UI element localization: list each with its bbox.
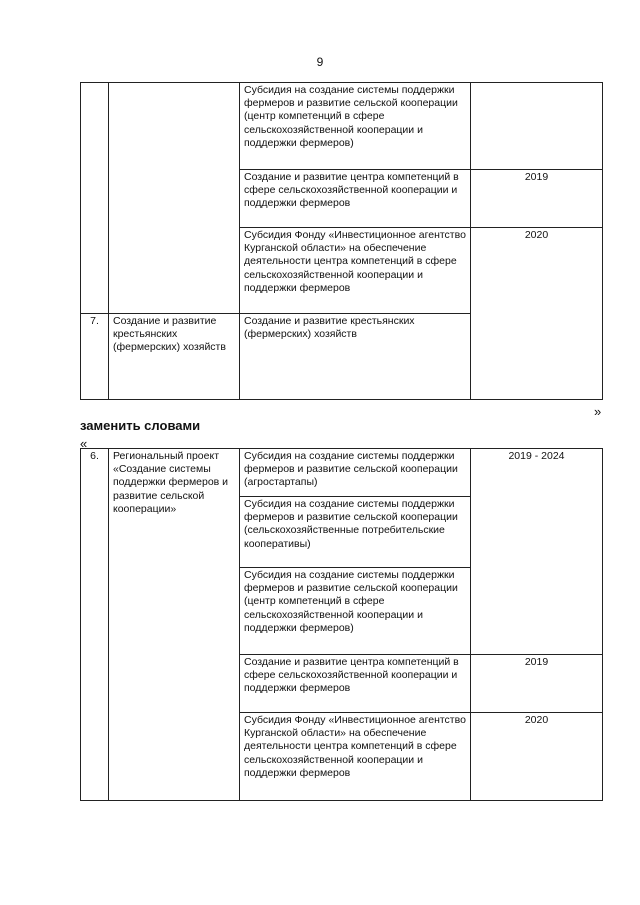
page-number: 9 — [316, 55, 324, 69]
opening-quote: « — [80, 436, 88, 451]
description-cell: Субсидия на создание системы поддержки фермеров и развитие сельской кооперации (сельскохозяйственные потребительские кооперативы) — [240, 497, 471, 568]
year-cell: 2019 — [471, 655, 603, 713]
description-cell: Создание и развитие крестьянских (фермерских) хозяйств — [240, 314, 471, 400]
description-cell: Создание и развитие центра компетенций в сфере сельскохозяйственной кооперации и поддержки фермеров — [240, 170, 471, 228]
year-cell: 2019 — [471, 170, 603, 228]
table-row — [81, 449, 603, 497]
number-cell: 7. — [81, 314, 109, 400]
description-cell: Создание и развитие центра компетенций в сфере сельскохозяйственной кооперации и поддержки фермеров — [240, 655, 471, 713]
table-new-wording — [80, 448, 603, 801]
closing-quote: » — [594, 404, 602, 419]
description-cell: Субсидия Фонду «Инвестиционное агентство Курганской области» на обеспечение деятельности центра компетенций в сфере сельскохозяйственной кооперации и поддержки фермеров — [240, 228, 471, 314]
number-cell: 6. — [81, 449, 109, 801]
year-cell: 2019 - 2024 — [471, 449, 603, 655]
year-cell — [471, 83, 603, 170]
name-cell: Региональный проект «Создание системы поддержки фермеров и развитие сельской кооперации» — [109, 449, 240, 801]
name-cell: Создание и развитие крестьянских (фермерских) хозяйств — [109, 314, 240, 400]
table-previous-wording — [80, 82, 603, 400]
replace-heading: заменить словами — [80, 418, 201, 433]
year-cell: 2020 — [471, 228, 603, 400]
description-cell: Субсидия на создание системы поддержки фермеров и развитие сельской кооперации (центр компетенций в сфере сельскохозяйственной кооперации и поддержки фермеров) — [240, 83, 471, 170]
name-cell — [109, 83, 240, 314]
description-cell: Субсидия на создание системы поддержки фермеров и развитие сельской кооперации (агростартапы) — [240, 449, 471, 497]
number-cell — [81, 83, 109, 314]
description-cell: Субсидия на создание системы поддержки фермеров и развитие сельской кооперации (центр компетенций в сфере сельскохозяйственной кооперации и поддержки фермеров) — [240, 568, 471, 655]
table-row — [81, 83, 603, 170]
year-cell: 2020 — [471, 713, 603, 801]
description-cell: Субсидия Фонду «Инвестиционное агентство Курганской области» на обеспечение деятельности центра компетенций в сфере сельскохозяйственной кооперации и поддержки фермеров — [240, 713, 471, 801]
